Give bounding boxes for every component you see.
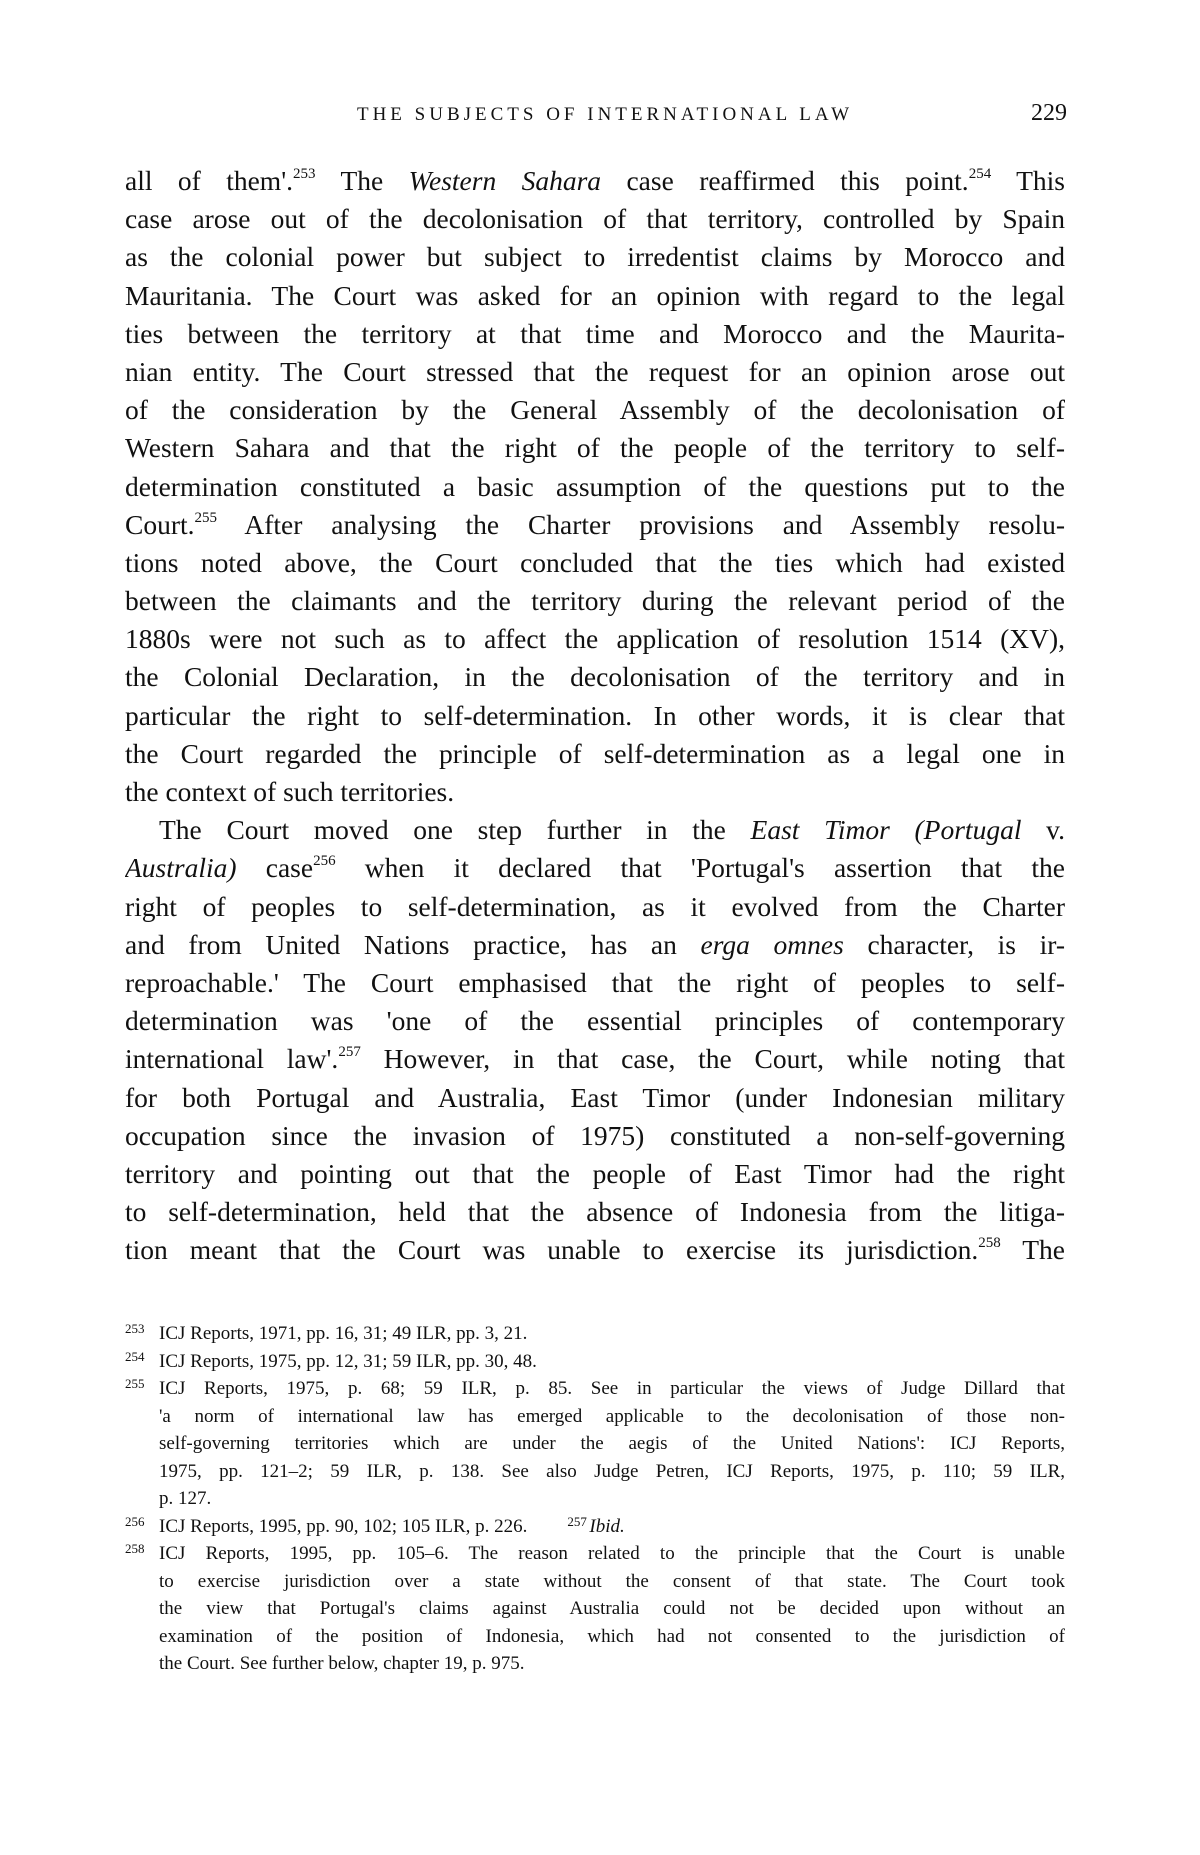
text-segment: Court. [125,508,195,540]
text-line [125,277,1065,315]
text-segment: p. 127. [159,1488,212,1509]
text-segment: nian entity. The Court stressed that the request for an opinion arose out [125,355,1065,387]
text-line [125,1040,1065,1078]
italic-text: Western Sahara [408,165,602,196]
text-segment: ICJ Reports, 1975, pp. 12, 31; 59 ILR, pp. 30, 48. [159,1350,537,1372]
text-line [125,620,1065,658]
text-segment: determination was 'one of the essential principles of contemporary [125,1005,1065,1037]
text-segment: Mauritania. The Court was asked for an opinion with regard to the legal [125,279,1065,311]
text-segment: ICJ Reports, 1975, p. 68; 59 ILR, p. 85. See in particular the views of Judge Dillard that [159,1378,1065,1399]
text-segment: occupation since the invasion of 1975) constituted a non-self-governing [125,1119,1065,1151]
footnote-ref: 254 [968,165,992,182]
text-line [125,811,1065,849]
text-segment: tions noted above, the Court concluded that the ties which had existed [125,546,1065,578]
text-line [125,964,1065,1002]
text-segment: right of peoples to self-determination, as it evolved from the Charter [125,890,1065,922]
footnote-number: 257 [567,1513,587,1529]
text-segment: character, is ir- [843,928,1065,960]
footnote-ibid [567,1513,624,1541]
footnote-ref: 256 [313,853,336,870]
text-segment: reproachable.' The Court emphasised that the right of peoples to self- [125,966,1065,998]
text-segment: particular the right to self-determination. In other words, it is clear that [125,699,1065,731]
text-segment: the context of such territories. [125,776,455,807]
text-segment: for both Portugal and Australia, East Timor (under Indonesian military [125,1081,1065,1113]
text-segment: 1880s were not such as to affect the application of resolution 1514 (XV), [125,623,1065,655]
text-line [125,315,1065,353]
text-segment: the Court. See further below, chapter 19, p. 975. [159,1653,525,1674]
text-segment: ICJ Reports, 1995, pp. 90, 102; 105 ILR, p. 226. [159,1515,528,1537]
text-line [125,773,1065,811]
text-segment: and from United Nations practice, has an [125,928,701,960]
footnote-number: 253 [125,1321,145,1336]
footnote-ref: 255 [194,509,218,526]
footnote-number: 255 [125,1376,145,1391]
italic-text: East Timor (Portugal [750,814,1022,846]
text-line [125,926,1065,964]
text-line [125,353,1065,391]
footnotes [125,1320,1065,1678]
footnote-line [125,1650,1065,1678]
text-segment: the Colonial Declaration, in the decolonisation of the territory and in [125,661,1065,693]
text-line [125,582,1065,620]
running-head [125,100,1085,130]
text-segment: The [1000,1234,1065,1266]
text-segment: international law'. [125,1043,339,1075]
body-text [125,162,1065,1269]
text-segment: of the consideration by the General Assembly of the decolonisation of [125,394,1065,426]
text-segment: examination of the position of Indonesia, which had not consented to the jurisdiction of [159,1625,1065,1647]
text-segment: case arose out of the decolonisation of that territory, controlled by Spain [125,203,1065,235]
text-segment: ties between the territory at that time and Morocco and the Maurita- [125,317,1065,349]
text-segment: to exercise jurisdiction over a state without the consent of that state. The Court took [159,1570,1065,1592]
text-line [125,697,1065,735]
text-segment: when it declared that 'Portugal's assertion that the [335,852,1065,884]
text-segment: case [236,852,314,884]
text-segment: between the claimants and the territory during the relevant period of the [125,585,1065,617]
text-line [125,468,1065,506]
footnote-line [125,1375,1065,1403]
ibid-text: Ibid. [589,1515,625,1537]
footnote-ref: 257 [338,1044,361,1061]
text-segment: as the colonial power but subject to irredentist claims by Morocco and [125,241,1065,273]
text-segment: After analysing the Charter provisions and Assembly resolu- [217,508,1065,540]
text-line [125,849,1065,887]
text-line [125,238,1065,276]
footnote-line [125,1485,1065,1513]
text-segment: self-governing territories which are under the aegis of the United Nations': ICJ Reports, [159,1433,1065,1454]
text-line [125,544,1065,582]
text-line [125,1193,1065,1231]
text-line [125,658,1065,696]
text-segment: the Court regarded the principle of self-determination as a legal one in [125,737,1065,769]
text-segment: case reaffirmed this point. [601,165,969,196]
italic-text: Australia) [125,852,237,884]
running-title: THE SUBJECTS OF INTERNATIONAL LAW [356,104,854,125]
text-segment: all of them'. [125,165,294,196]
text-line [125,162,1065,200]
text-line [125,888,1065,926]
footnote-line [125,1458,1065,1486]
footnote-number: 254 [125,1348,145,1364]
footnote-number: 258 [125,1541,145,1556]
footnote-line [125,1595,1065,1623]
text-segment: This [991,165,1065,196]
text-line [125,1231,1065,1269]
footnote-line [125,1540,1065,1568]
footnote-line [125,1320,1065,1348]
text-segment: tion meant that the Court was unable to exercise its jurisdiction. [125,1234,979,1266]
text-line [125,200,1065,238]
page-number: 229 [1031,100,1067,126]
text-segment: The Court moved one step further in the [159,814,751,846]
text-segment: ICJ Reports, 1995, pp. 105–6. The reason related to the principle that the Court is unable [159,1543,1065,1564]
text-segment: the view that Portugal's claims against Australia could not be decided upon without an [159,1598,1065,1619]
footnote-line [125,1403,1065,1431]
text-line [125,735,1065,773]
footnote-ref: 258 [978,1235,1001,1252]
footnote-number: 256 [125,1513,145,1529]
text-segment: Western Sahara and that the right of the people of the territory to self- [125,432,1065,464]
text-segment: 'a norm of international law has emerged applicable to the decolonisation of those non- [159,1405,1065,1427]
text-segment: determination constituted a basic assumption of the questions put to the [125,470,1065,502]
text-segment: to self-determination, held that the absence of Indonesia from the litiga- [125,1196,1065,1228]
text-line [125,506,1065,544]
text-segment: 1975, pp. 121–2; 59 ILR, p. 138. See also Judge Petren, ICJ Reports, 1975, p. 110; 59 ILR, [159,1460,1065,1482]
footnote-line [125,1623,1065,1651]
footnote-line [125,1513,1065,1541]
text-line [125,1155,1065,1193]
text-segment: territory and pointing out that the people of East Timor had the right [125,1157,1065,1189]
text-line [125,1079,1065,1117]
italic-text: erga omnes [700,928,844,960]
text-segment: v. [1021,814,1065,846]
footnote-line [125,1430,1065,1458]
text-segment: ICJ Reports, 1971, pp. 16, 31; 49 ILR, pp. 3, 21. [159,1323,528,1344]
text-segment: The [315,165,409,196]
text-line [125,1117,1065,1155]
text-line [125,429,1065,467]
text-line [125,1002,1065,1040]
text-line [125,391,1065,429]
footnote-line [125,1348,1065,1376]
text-segment: However, in that case, the Court, while noting that [360,1043,1065,1075]
footnote-line [125,1568,1065,1596]
footnote-ref: 253 [293,165,316,182]
